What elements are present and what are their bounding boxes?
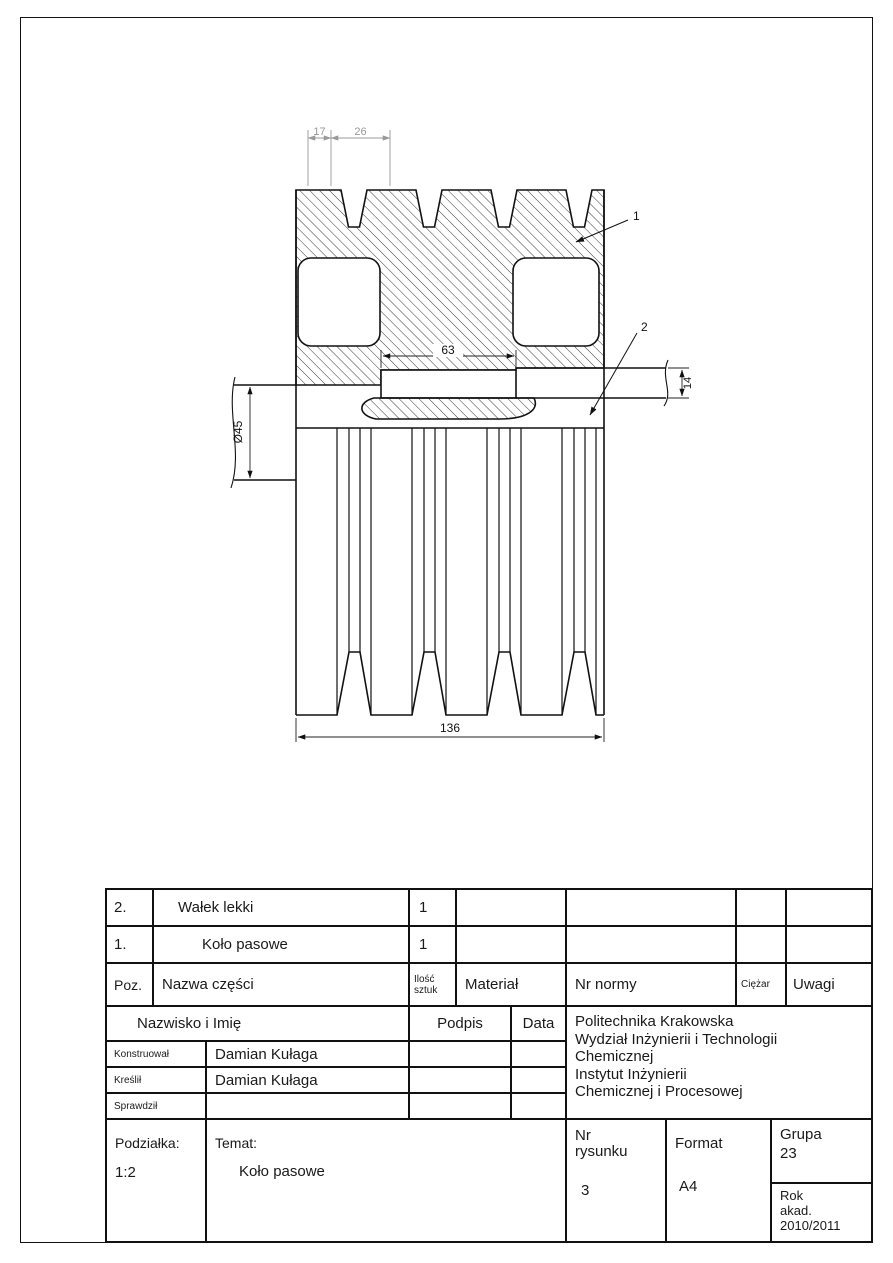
dim-26-label: 26	[354, 126, 367, 138]
institution-line: Chemicznej	[575, 1048, 654, 1065]
header-quantity-line1: Ilość	[414, 973, 435, 985]
group-cell	[770, 1118, 871, 1182]
signature-date	[510, 1092, 565, 1118]
header-poz: Poz.	[105, 962, 152, 1005]
shaft-right	[516, 368, 666, 398]
parts-row-weight	[735, 925, 785, 962]
dim-136-label: 136	[439, 721, 461, 735]
signature-name	[205, 1092, 408, 1118]
parts-row-poz: 2.	[105, 888, 152, 925]
format-label: Format	[675, 1135, 723, 1152]
institution-line: Instytut Inżynierii	[575, 1065, 687, 1083]
right-recess	[513, 258, 599, 346]
parts-row-poz: 1.	[105, 925, 152, 962]
parts-row-norm	[565, 888, 735, 925]
signature-date	[510, 1066, 565, 1092]
parts-row-name: Koło pasowe	[152, 925, 408, 962]
institution-line: Politechnika Krakowska	[575, 1013, 734, 1030]
shaft-right-break-line	[664, 360, 668, 406]
institution-line: Wydział Inżynierii i Technologii	[575, 1030, 778, 1048]
parts-row-notes	[785, 888, 871, 925]
signature-sign-header: Podpis	[408, 1005, 510, 1040]
subject-cell	[205, 1118, 565, 1241]
institution-cell	[565, 1005, 871, 1118]
header-quantity	[408, 962, 455, 1005]
parts-row-material	[455, 888, 565, 925]
drawing-number-label: Nr rysunku	[575, 1127, 628, 1160]
key	[381, 370, 516, 398]
header-material: Materiał	[455, 962, 565, 1005]
pitch-dimension-lines	[308, 130, 390, 186]
shaft-local-section	[362, 398, 536, 419]
dim-63-label: 63	[441, 343, 455, 357]
scale-cell	[105, 1118, 205, 1241]
title-block	[105, 888, 873, 1243]
header-notes: Uwagi	[785, 962, 871, 1005]
parts-row-qty: 1	[408, 888, 455, 925]
groove-edge-lines	[337, 428, 596, 715]
format-cell	[665, 1118, 770, 1241]
parts-row-notes	[785, 925, 871, 962]
scale-value: 1:2	[115, 1164, 136, 1181]
group-value: 23	[780, 1145, 797, 1162]
signature-sign	[408, 1040, 510, 1066]
signature-role: Kreślił	[105, 1066, 205, 1092]
signature-role: Sprawdził	[105, 1092, 205, 1118]
institution-line: Chemicznej i Procesowej	[575, 1083, 743, 1100]
signature-date	[510, 1040, 565, 1066]
signature-name-header: Nazwisko i Imię	[105, 1005, 408, 1040]
signature-sign	[408, 1066, 510, 1092]
subject-label: Temat:	[215, 1135, 258, 1151]
parts-row-norm	[565, 925, 735, 962]
dim-14-label: 14	[682, 376, 694, 390]
parts-row-qty: 1	[408, 925, 455, 962]
left-recess	[298, 258, 380, 346]
signature-date-header: Data	[510, 1005, 565, 1040]
drawing-number-cell	[565, 1118, 665, 1241]
format-value: A4	[679, 1178, 698, 1195]
parts-row-material	[455, 925, 565, 962]
dim-diameter-45-label: Ø45	[231, 420, 245, 444]
header-norm: Nr normy	[565, 962, 735, 1005]
signature-sign	[408, 1092, 510, 1118]
signature-name: Damian Kułaga	[205, 1040, 408, 1066]
drawing-number-value: 3	[581, 1182, 590, 1199]
subject-value: Koło pasowe	[239, 1163, 325, 1180]
scale-label: Podziałka:	[115, 1135, 180, 1151]
group-label: Grupa	[780, 1126, 822, 1143]
dim-17-label: 17	[313, 126, 326, 138]
academic-year-value: 2010/2011	[780, 1218, 841, 1233]
parts-row-name: Wałek lekki	[152, 888, 408, 925]
pulley-section-geometry	[231, 190, 668, 715]
header-quantity-line2: sztuk	[414, 984, 438, 996]
callout-2-label: 2	[641, 320, 648, 334]
bottom-groove-profile	[296, 652, 604, 715]
callout-1-label: 1	[633, 209, 640, 223]
header-part-name: Nazwa części	[152, 962, 408, 1005]
parts-row-weight	[735, 888, 785, 925]
signature-role: Konstruował	[105, 1040, 205, 1066]
academic-year-label: Rok akad.	[780, 1188, 812, 1218]
header-weight: Ciężar	[735, 962, 785, 1005]
academic-year-cell	[770, 1182, 871, 1241]
signature-name: Damian Kułaga	[205, 1066, 408, 1092]
